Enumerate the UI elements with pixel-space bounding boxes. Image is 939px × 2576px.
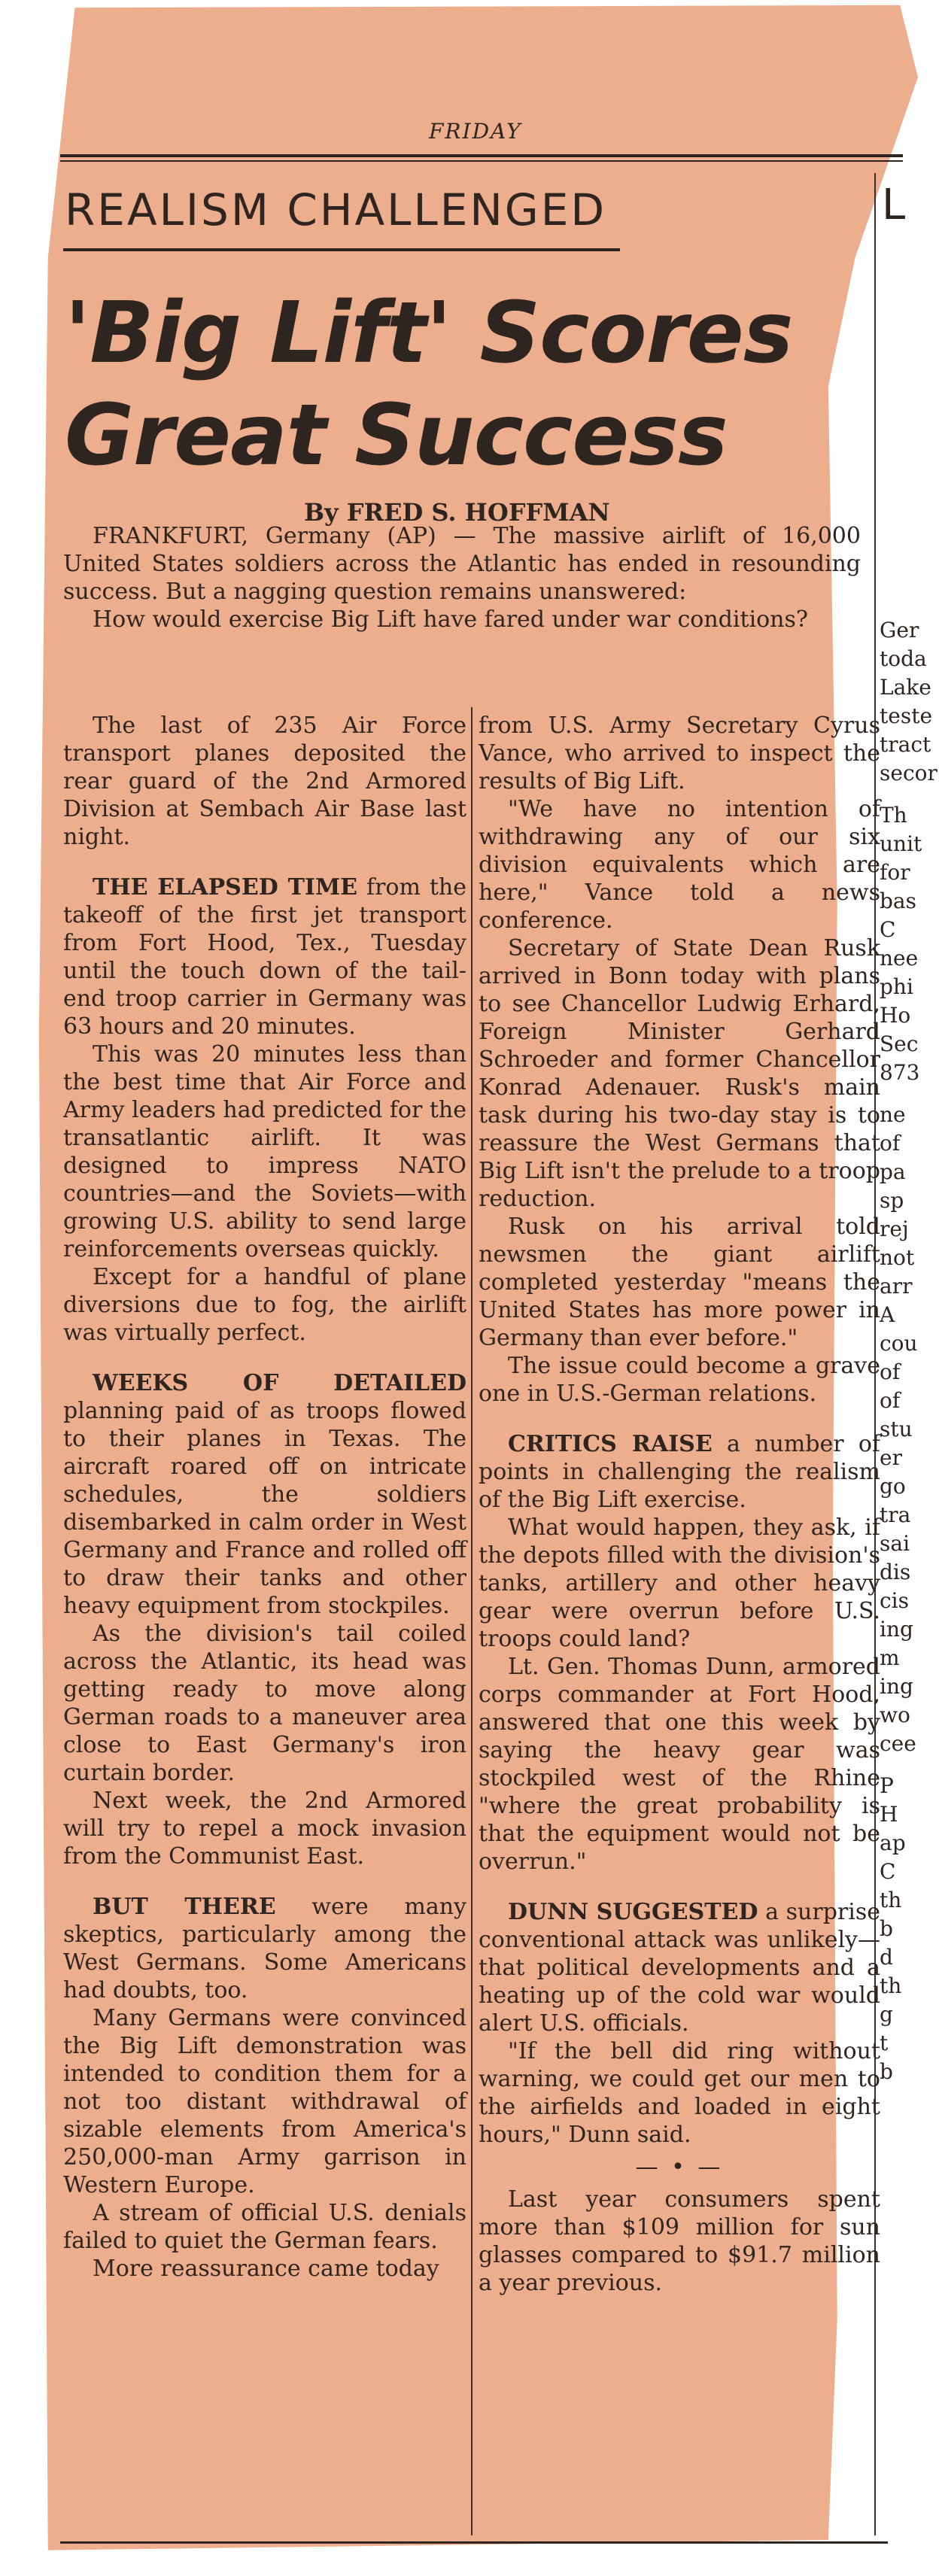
- article-paragraph: [479, 1213, 880, 1352]
- edge-fragment: er: [880, 1445, 902, 1470]
- edge-fragment: pa: [880, 1159, 906, 1184]
- paragraph-text: a surprise conventional attack was unlikely—that political developments and a heating up of the cold war would alert U.S. officials.: [479, 1899, 880, 2037]
- article-paragraph: [479, 1430, 880, 1514]
- paragraph-text: from the takeoff of the first jet transport from Fort Hood, Tex., Tuesday until the touch down of the tail-end troop carrier in Germany was 63 hours and 20 minutes.: [63, 874, 467, 1040]
- subhead-lead-in: BUT THERE: [93, 1894, 276, 1920]
- edge-fragment: Lake: [880, 675, 931, 700]
- article-paragraph: [479, 795, 880, 934]
- article-paragraph: [63, 2004, 466, 2199]
- paragraph-text: a number of points in challenging the realism of the Big Lift exercise.: [479, 1431, 880, 1513]
- byline: By FRED S. HOFFMAN: [304, 498, 610, 527]
- lead-paragraph: How would exercise Big Lift have fared under war conditions?: [93, 606, 808, 633]
- edge-fragment: sp: [880, 1188, 904, 1213]
- paragraph-text: This was 20 minutes less than the best time that Air Force and Army leaders had predicted for the transatlantic airlift. It was designed to impress NATO countries—and the Soviets—with growing U.S. ability to send large reinforcements overseas quickly.: [63, 1041, 466, 1262]
- article-paragraph: [479, 1352, 880, 1408]
- edge-fragment: ap: [880, 1830, 906, 1855]
- edge-fragment: secor: [880, 761, 937, 785]
- article-paragraph: [479, 712, 880, 795]
- top-rule: [60, 154, 903, 157]
- edge-fragment: t: [880, 2031, 889, 2055]
- paragraph-text: What would happen, they ask, if the depots filled with the division's tanks, artillery and other heavy gear were overrun before U.S. troops could land?: [479, 1514, 880, 1652]
- article-paragraph: [479, 1514, 880, 1653]
- paragraph-text: from U.S. Army Secretary Cyrus Vance, who arrived to inspect the results of Big Lift.: [479, 712, 880, 794]
- article-paragraph: [63, 1620, 466, 1787]
- paragraph-text: "If the bell did ring without warning, we could get our men to the airfields and loaded in eight hours," Dunn said.: [479, 2038, 880, 2148]
- paragraph-text: The last of 235 Air Force transport planes deposited the rear guard of the 2nd Armored Division at Sembach Air Base last night.: [63, 712, 466, 850]
- article-paragraph: [63, 2255, 466, 2283]
- edge-fragment: bas: [880, 889, 916, 913]
- edge-fragment: b: [880, 2059, 893, 2084]
- edge-fragment: unit: [880, 831, 922, 856]
- paragraph-text: "We have no intention of withdrawing any of our six division equivalents which are here," Vance told a news conference.: [479, 796, 880, 934]
- edge-fragment: Ger: [880, 618, 919, 642]
- paragraph-text: Secretary of State Dean Rusk arrived in Bonn today with plans to see Chancellor Ludwig Erhard, Foreign Minister Gerhard Schroeder and former Chancellor Konrad Adenauer. Rusk's main task during his two-day stay is to reassure the West Germans that Big Lift isn't the prelude to a troop reduction.: [479, 935, 880, 1212]
- article-paragraph: [479, 1898, 880, 2037]
- edge-fragment: cee: [880, 1731, 916, 1756]
- edge-fragment: stu: [880, 1417, 913, 1441]
- paragraph-text: Next week, the 2nd Armored will try to repel a mock invasion from the Communist East.: [63, 1788, 466, 1870]
- paragraph-text: Many Germans were convinced the Big Lift demonstration was intended to condition them for a not too distant withdrawal of sizable elements from America's 250,000-man Army garrison in Western Europe.: [63, 2005, 466, 2198]
- edge-fragment: ing: [880, 1674, 913, 1699]
- adjacent-column-fragment: [875, 0, 937, 2558]
- paragraph-text: The issue could become a grave one in U.S.-German relations.: [479, 1353, 880, 1407]
- section-divider: — • —: [635, 2154, 724, 2180]
- article-paragraph: [63, 1369, 466, 1620]
- paragraph-text: Last year consumers spent more than $109 million for sun glasses compared to $91.7 million a year previous.: [479, 2186, 880, 2296]
- edge-fragment: Ho: [880, 1003, 911, 1028]
- edge-fragment: A: [880, 1302, 895, 1327]
- edge-fragment: d: [880, 1945, 893, 1970]
- edge-fragment: ing: [880, 1617, 913, 1642]
- article-paragraph: [63, 1893, 466, 2004]
- edge-fragment: tract: [880, 732, 931, 757]
- edge-fragment: go: [880, 1474, 906, 1499]
- subhead-lead-in: THE ELAPSED TIME: [93, 874, 358, 901]
- article-column-1: [63, 712, 466, 2283]
- headline: 'Big Lift' Scores Great Success: [65, 284, 793, 485]
- paragraph-text: were many skeptics, particularly among the West Germans. Some Americans had doubts, too.: [63, 1894, 467, 2003]
- paragraph-text: Except for a handful of plane diversions due to fog, the airlift was virtually perfect.: [63, 1264, 466, 1346]
- edge-fragment: phi: [880, 974, 913, 999]
- lead-paragraph: FRANKFURT, Germany (AP) — The massive airlift of 16,000 United States soldiers across the Atlantic has ended in resounding success. But a nagging question remains unanswered:: [63, 523, 861, 605]
- edge-fragment: rej: [880, 1217, 909, 1241]
- article-paragraph: [63, 1787, 466, 1870]
- edge-fragment: arr: [880, 1274, 913, 1299]
- edge-fragment: Th: [880, 803, 907, 828]
- edge-fragment: Sec: [880, 1031, 919, 1056]
- edge-fragment: b: [880, 1916, 893, 1941]
- article-paragraph: [63, 2199, 466, 2255]
- article-paragraph: [479, 2186, 880, 2297]
- edge-fragment: th: [880, 1888, 902, 1912]
- edge-fragment: not: [880, 1245, 915, 1270]
- paragraph-text: More reassurance came today: [93, 2256, 439, 2282]
- edge-fragment: of: [880, 1131, 901, 1156]
- column-divider: [471, 707, 473, 2535]
- article-paragraph: [479, 2037, 880, 2149]
- top-rule-thin: [60, 160, 903, 162]
- article-column-2: [479, 712, 880, 2297]
- article-paragraph: [479, 934, 880, 1213]
- edge-fragment: th: [880, 1973, 902, 1998]
- edge-fragment: wo: [880, 1703, 910, 1727]
- edge-fragment: H: [880, 1802, 898, 1827]
- kicker-rule: [63, 248, 620, 251]
- page-label: FRIDAY: [429, 119, 522, 144]
- edge-fragment: nee: [880, 946, 919, 971]
- edge-fragment: cou: [880, 1331, 918, 1356]
- paragraph-text: A stream of official U.S. denials failed to quiet the German fears.: [63, 2200, 466, 2254]
- paragraph-text: planning paid of as troops flowed to their planes in Texas. The aircraft roared off on intricate schedules, the soldiers disembarked in calm order in West Germany and France and rolled off to draw their tanks and other heavy equipment from stockpiles.: [63, 1398, 466, 1619]
- edge-fragment: C: [880, 1859, 896, 1884]
- edge-top-letter: L: [882, 181, 906, 229]
- edge-fragment: for: [880, 860, 910, 885]
- edge-fragment: of: [880, 1359, 901, 1384]
- edge-fragment: sai: [880, 1531, 910, 1556]
- article-paragraph: [63, 873, 466, 1040]
- edge-fragment: ne: [880, 1102, 906, 1127]
- edge-fragment: toda: [880, 646, 927, 671]
- edge-fragment: cis: [880, 1588, 910, 1613]
- edge-fragment: 873: [880, 1060, 920, 1085]
- paragraph-text: Lt. Gen. Thomas Dunn, armored corps commander at Fort Hood, answered that one this week by saying the heavy gear was stockpiled west of the Rhine "where the great probability is that the equipment would not be overrun.": [479, 1654, 880, 1875]
- edge-fragment: teste: [880, 703, 933, 728]
- edge-fragment: P: [880, 1773, 894, 1798]
- bottom-rule: [60, 2541, 888, 2544]
- article-paragraph: [479, 1653, 880, 1876]
- kicker: REALISM CHALLENGED: [65, 184, 607, 235]
- edge-fragment: of: [880, 1388, 901, 1413]
- subhead-lead-in: WEEKS OF DETAILED: [93, 1370, 466, 1396]
- edge-fragment: tra: [880, 1502, 911, 1527]
- article-paragraph: [63, 1263, 466, 1347]
- paragraph-text: Rusk on his arrival told newsmen the giant airlift completed yesterday "means the United States has more power in Germany than ever before.": [479, 1214, 880, 1351]
- edge-fragment: C: [880, 917, 896, 942]
- edge-fragment: m: [880, 1645, 900, 1670]
- edge-fragment: g: [880, 2002, 893, 2027]
- subhead-lead-in: DUNN SUGGESTED: [508, 1899, 758, 1925]
- paragraph-text: As the division's tail coiled across the Atlantic, its head was getting ready to move along German roads to a maneuver area close to East Germany's iron curtain border.: [63, 1621, 466, 1786]
- subhead-lead-in: CRITICS RAISE: [508, 1431, 713, 1457]
- edge-fragment: dis: [880, 1560, 911, 1584]
- article-paragraph: [63, 712, 466, 851]
- article-paragraph: [63, 1040, 466, 1263]
- lead-paragraphs: [63, 522, 861, 633]
